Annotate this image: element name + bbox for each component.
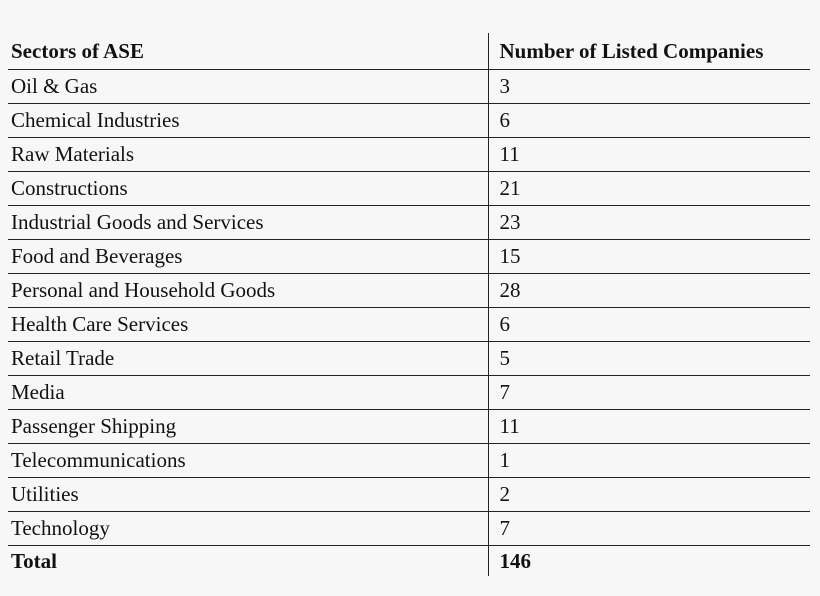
company-count-cell: 11 — [488, 410, 810, 444]
table-row — [8, 478, 810, 512]
company-count-cell: 6 — [488, 308, 810, 342]
company-count-cell: 11 — [488, 138, 810, 172]
total-count: 146 — [499, 548, 531, 573]
company-count-cell: 2 — [488, 478, 810, 512]
company-count-cell: 1 — [488, 444, 810, 478]
company-count-cell: 23 — [488, 206, 810, 240]
company-count-cell: 7 — [488, 376, 810, 410]
table-row — [8, 444, 810, 478]
total-row — [8, 546, 810, 577]
sector-name-cell: Constructions — [8, 172, 488, 206]
company-count-cell: 28 — [488, 274, 810, 308]
sector-name-cell: Telecommunications — [8, 444, 488, 478]
table-body — [8, 70, 810, 546]
sector-name-cell: Health Care Services — [8, 308, 488, 342]
table-row — [8, 308, 810, 342]
table-row — [8, 512, 810, 546]
sector-name-cell: Oil & Gas — [8, 70, 488, 104]
sectors-table — [8, 33, 810, 576]
sector-name-cell: Utilities — [8, 478, 488, 512]
table-row — [8, 70, 810, 104]
sector-name-cell: Food and Beverages — [8, 240, 488, 274]
company-count-cell: 3 — [488, 70, 810, 104]
header-row — [8, 33, 810, 70]
table-row — [8, 172, 810, 206]
sector-name-cell: Personal and Household Goods — [8, 274, 488, 308]
header-listed-companies: Number of Listed Companies — [488, 33, 810, 70]
sector-name-cell: Industrial Goods and Services — [8, 206, 488, 240]
table-row — [8, 274, 810, 308]
company-count-cell: 7 — [488, 512, 810, 546]
sector-name-cell: Retail Trade — [8, 342, 488, 376]
company-count-cell: 5 — [488, 342, 810, 376]
table-row — [8, 104, 810, 138]
table-row — [8, 206, 810, 240]
sector-name-cell: Raw Materials — [8, 138, 488, 172]
sector-name-cell: Media — [8, 376, 488, 410]
company-count-cell: 6 — [488, 104, 810, 138]
total-label: Total — [8, 546, 488, 577]
table-row — [8, 410, 810, 444]
table-row — [8, 342, 810, 376]
table-row — [8, 240, 810, 274]
sector-name-cell: Technology — [8, 512, 488, 546]
table-row — [8, 376, 810, 410]
table-row — [8, 138, 810, 172]
table-footer — [8, 546, 810, 577]
sector-name-cell: Chemical Industries — [8, 104, 488, 138]
sector-name-cell: Passenger Shipping — [8, 410, 488, 444]
company-count-cell: 15 — [488, 240, 810, 274]
table-header — [8, 33, 810, 70]
header-sectors: Sectors of ASE — [8, 33, 488, 70]
company-count-cell: 21 — [488, 172, 810, 206]
